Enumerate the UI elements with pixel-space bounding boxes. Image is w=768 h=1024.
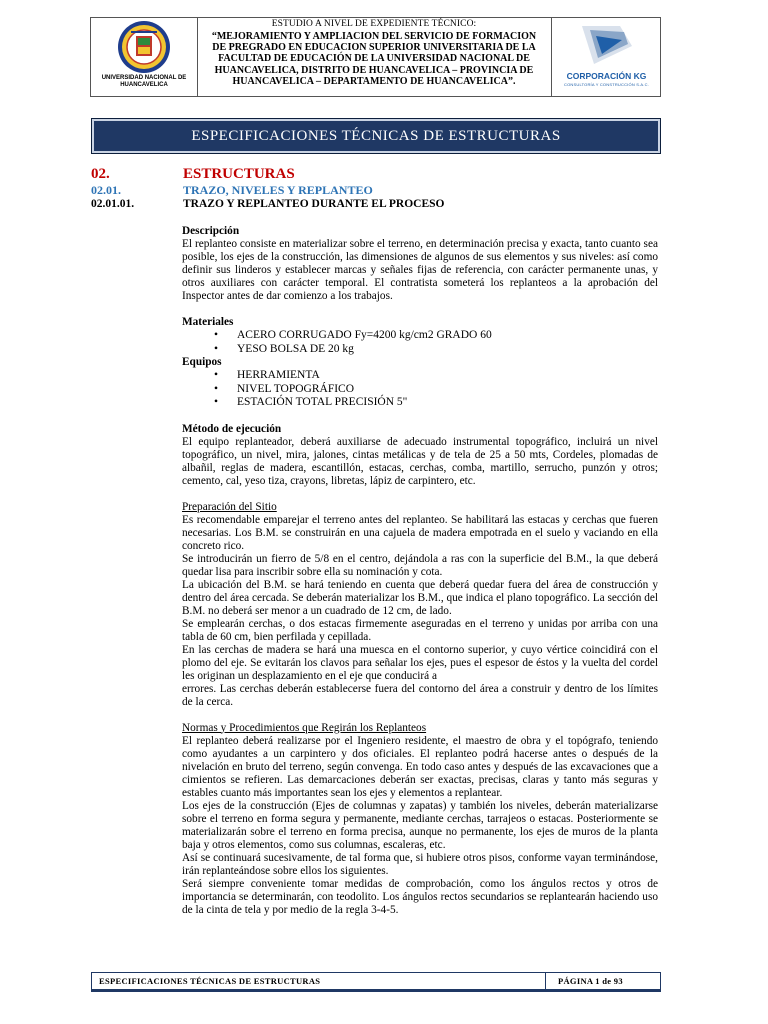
normas-paragraph: Será siempre conveniente tomar medidas de comprobación, como los ángulos rectos y otros de importancia se determinarán, con teodolito. Los ángulos rectos secundarios se replantearán haciendo uso de la cinta de tela y por medio de la regla 3-4-5. [182, 877, 658, 916]
metodo-text: El equipo replanteador, deberá auxiliarse de adecuado instrumental topográfico, incluirá un nivel topográfico, un nivel, mira, jalones, cintas metálicas y de tela de 25 a 50 mts, Cordeles, plomadas de albañil, reglas de madera, escantillón, estacas, cerchas, comba, martillo, serrucho, punzón y otros; cemento, cal, yeso tiza, crayons, libretas, lápiz de carpintero, etc. [182, 435, 658, 487]
university-logo-cell [91, 18, 198, 96]
section-banner: ESPECIFICACIONES TÉCNICAS DE ESTRUCTURAS [91, 118, 661, 154]
header-title-block [198, 18, 550, 96]
equipos-title: Equipos [182, 356, 222, 368]
list-item: • YESO BOLSA DE 20 kg [182, 343, 658, 357]
heading-number: 02.01.01. [91, 198, 135, 210]
corporation-logo-icon [552, 18, 661, 70]
header-top-line: ESTUDIO A NIVEL DE EXPEDIENTE TÉCNICO: [271, 19, 477, 29]
heading-number: 02. [91, 166, 110, 182]
project-title: “MEJORAMIENTO Y AMPLIACION DEL SERVICIO DE FORMACION DE PREGRADO EN EDUCACION SUPERIOR UNIVERSITARIA DE LA FACULTAD DE EDUCACIÓN DE LA UNIVERSIDAD NACIONAL DE HUANCAVELICA, DISTRITO DE HUANCAVELICA – PROVINCIA DE HUANCAVELICA – DEPARTAMENTO DE HUANCAVELICA”. [211, 31, 537, 87]
list-item: • ACERO CORRUGADO Fy=4200 kg/cm2 GRADO 60 [182, 329, 658, 343]
metodo-title: Método de ejecución [182, 422, 282, 435]
corporation-subtitle: CONSULTORÍA Y CONSTRUCCIÓN S.A.C. [564, 82, 649, 87]
footer-title: ESPECIFICACIONES TÉCNICAS DE ESTRUCTURAS [99, 976, 321, 986]
normas-paragraph: El replanteo deberá realizarse por el Ingeniero residente, el maestro de obra y el topógrafo, teniendo como ayudantes a un carpintero y dos oficiales. El replanteo podrá hacerse antes o después de la nivelación en bruto del terreno, según convenga. En todo caso antes y después de las excavaciones que a cimientos se refieren. Las demarcaciones deberán ser exactas, precisas, claras y tanto más seguras y estables cuanto más importantes sean los ejes y elementos a replantear. [182, 734, 658, 799]
descripcion-text: El replanteo consiste en materializar sobre el terreno, en determinación precisa y exacta, tanto cuanto sea posible, los ejes de la construcción, las dimensiones de algunos de sus elementos y sus niveles: así como definir sus linderos y establecer marcas y señales fijas de referencia, con carácter permanente unas, y otros auxiliares con carácter temporal. El contratista someterá los replanteos a la aprobación del Inspector antes de dar comienzo a los trabajos. [182, 238, 658, 302]
university-seal-icon [91, 18, 197, 76]
footer-divider [545, 973, 546, 989]
normas-paragraph: Así se continuará sucesivamente, de tal forma que, si hubiere otros pisos, conforme vayan terminándose, irán replanteándose sobre ellos los siguientes. [182, 851, 658, 877]
descripcion-title: Descripción [182, 225, 240, 237]
list-item: • ESTACIÓN TOTAL PRECISIÓN 5" [182, 396, 658, 410]
heading-text: TRAZO, NIVELES Y REPLANTEO [183, 183, 373, 197]
page-number: PÁGINA 1 de 93 [558, 976, 623, 986]
heading-text: ESTRUCTURAS [183, 166, 295, 182]
document-footer [91, 972, 661, 992]
equipos-list [182, 369, 658, 410]
university-name: UNIVERSIDAD NACIONAL DE HUANCAVELICA [101, 75, 187, 88]
list-item: • HERRAMIENTA [182, 369, 658, 383]
materiales-list [182, 329, 658, 356]
heading-number: 02.01. [91, 183, 121, 197]
corporation-logo-cell [551, 18, 661, 96]
heading-text: TRAZO Y REPLANTEO DURANTE EL PROCESO [183, 198, 445, 210]
normas-paragraph: Los ejes de la construcción (Ejes de columnas y zapatas) y también los niveles, deberán materializarse sobre el terreno en forma segura y permanente, mediante cerchas, tarrajeos o estacas. Posteriormente se materializarán sobre el terreno en forma precisa, aunque no permanente, los ejes de muros de la planta baja y otros elementos, como sus columnas, escaleras, etc. [182, 799, 658, 851]
normas-title: Normas y Procedimientos que Regirán los Replanteos [182, 721, 427, 734]
preparacion-paragraph: Se introducirán un fierro de 5/8 en el centro, dejándola a ras con la superficie del B.M., la que deberá quedar lisa para inscribir sobre ella su nominación y cota. [182, 552, 658, 578]
body-content [182, 225, 658, 917]
corporation-name: CORPORACIÓN KG [566, 71, 647, 81]
materiales-title: Materiales [182, 316, 234, 328]
preparacion-title: Preparación del Sitio [182, 500, 277, 513]
preparacion-paragraph: En las cerchas de madera se hará una muesca en el contorno superior, y cuyo vértice coincidirá con el plomo del eje. Se evitarán los clavos para señalar los ejes, pues el espesor de éstos y la vuelta del cordel les originan un desplazamiento en el eje que conducirá a [182, 643, 658, 682]
preparacion-paragraph: Se emplearán cerchas, o dos estacas firmemente aseguradas en el terreno y unidas por arriba con una tabla de 60 cm, bien perfilada y cepillada. [182, 617, 658, 643]
preparacion-paragraph: errores. Las cerchas deberán establecerse fuera del contorno del área a construir y dentro de los límites de la cerca. [182, 682, 658, 708]
preparacion-paragraph: La ubicación del B.M. se hará teniendo en cuenta que deberá quedar fuera del área de construcción y dentro del área cercada. Se deberán materializar los B.M., que indica el plano topográfico. La sección del B.M. no deberá ser menor a un cuadrado de 12 cm, de lado. [182, 578, 658, 617]
preparacion-paragraph: Es recomendable emparejar el terreno antes del replanteo. Se habilitará las estacas y cerchas que fueren necesarias. Los B.M. se construirán en una cajuela de madera empotrada en el suelo y vaciando en ella concreto rico. [182, 513, 658, 552]
document-header [90, 17, 661, 97]
list-item: • NIVEL TOPOGRÁFICO [182, 383, 658, 397]
